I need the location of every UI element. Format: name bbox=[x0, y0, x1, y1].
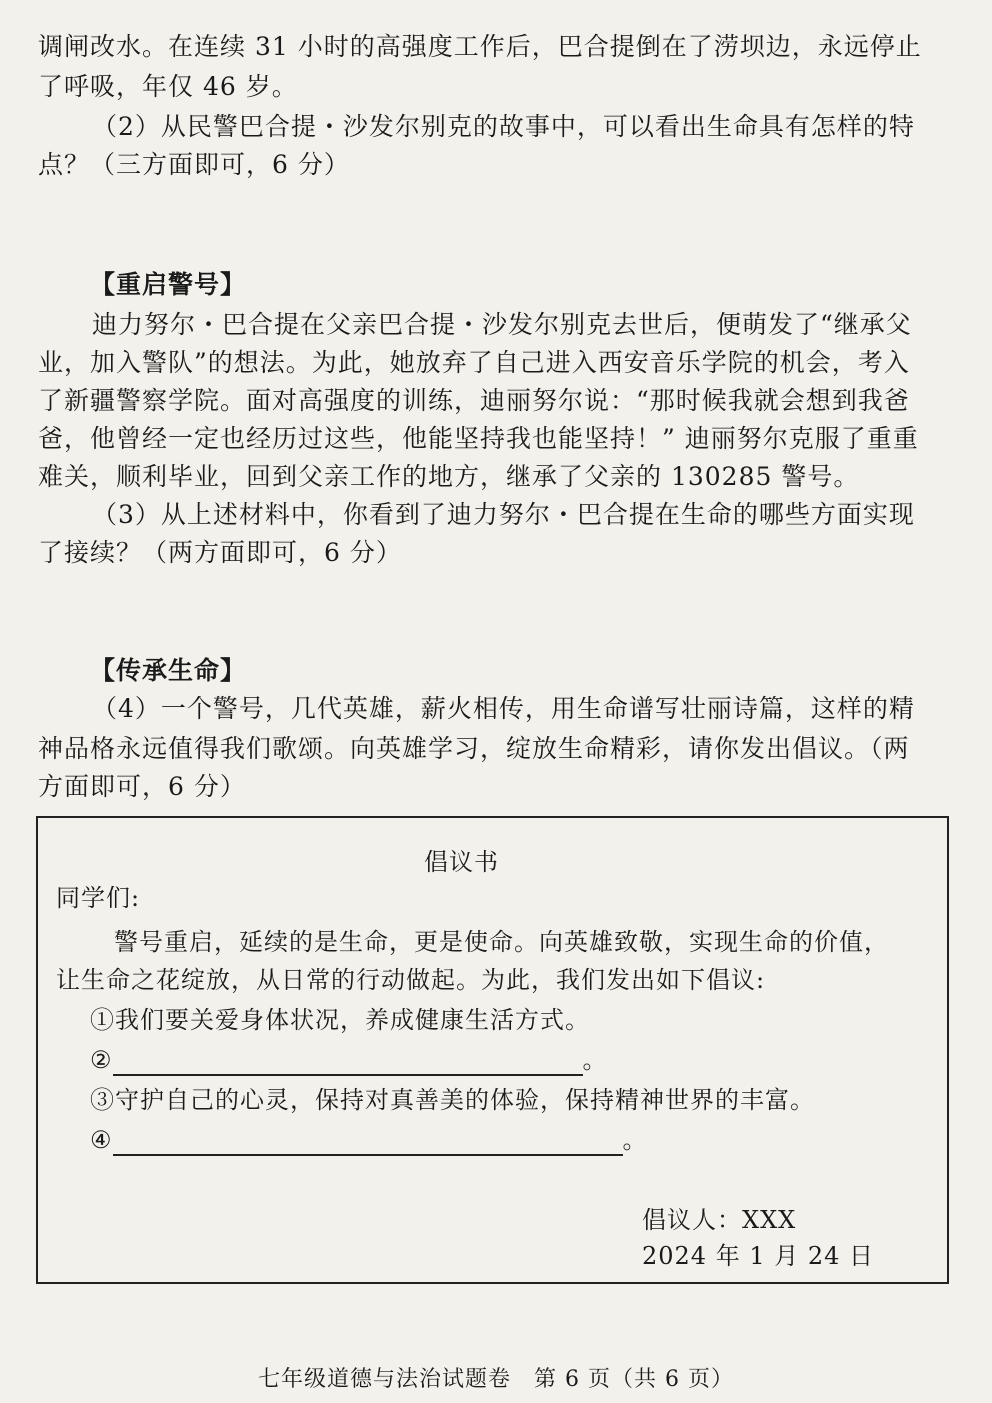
question-3-line-2: 了接续？（两方面即可，6 分） bbox=[38, 538, 402, 567]
question-4-line-3: 方面即可，6 分） bbox=[38, 772, 246, 801]
answer-blank-2[interactable] bbox=[113, 1048, 583, 1076]
material-line-2: 业，加入警队”的想法。为此，她放弃了自己进入西安音乐学院的机会，考入 bbox=[38, 348, 910, 377]
proposal-greeting: 同学们: bbox=[56, 884, 141, 912]
question-4-line-2: 神品格永远值得我们歌颂。向英雄学习，绽放生命精彩，请你发出倡议。（两 bbox=[38, 734, 910, 763]
item-2-number: ② bbox=[90, 1046, 113, 1074]
material-line-3: 了新疆警察学院。面对高强度的训练，迪丽努尔说：“那时候我就会想到我爸 bbox=[38, 386, 910, 415]
proposal-signer: 倡议人：XXX bbox=[642, 1206, 797, 1234]
page-footer: 七年级道德与法治试题卷 第 6 页（共 6 页） bbox=[258, 1367, 734, 1392]
proposal-title: 倡议书 bbox=[424, 848, 499, 876]
item-4-end: 。 bbox=[622, 1126, 648, 1154]
material-line-1: 迪力努尔・巴合提在父亲巴合提・沙发尔别克去世后，便萌发了“继承父 bbox=[92, 310, 912, 339]
proposal-item-3: ③守护自己的心灵，保持对真善美的体验，保持精神世界的丰富。 bbox=[90, 1086, 815, 1114]
proposal-body-line-2: 让生命之花绽放，从日常的行动做起。为此，我们发出如下倡议: bbox=[56, 966, 766, 994]
material-line-4: 爸，他曾经一定也经历过这些，他能坚持我也能坚持！” 迪丽努尔克服了重重 bbox=[38, 424, 919, 453]
proposal-item-4 bbox=[90, 1124, 648, 1156]
proposal-item-2 bbox=[90, 1044, 608, 1076]
proposal-date: 2024 年 1 月 24 日 bbox=[642, 1242, 875, 1270]
section-heading-chongqi: 【重启警号】 bbox=[90, 270, 247, 299]
section-heading-chuancheng: 【传承生命】 bbox=[90, 656, 247, 685]
question-4-line-1: （4）一个警号，几代英雄，薪火相传，用生命谱写壮丽诗篇，这样的精 bbox=[92, 694, 915, 723]
item-4-number: ④ bbox=[90, 1126, 113, 1154]
question-2-line-1: （2）从民警巴合提・沙发尔别克的故事中，可以看出生命具有怎样的特 bbox=[92, 112, 915, 141]
material-line-5: 难关，顺利毕业，回到父亲工作的地方，继承了父亲的 130285 警号。 bbox=[38, 462, 860, 491]
intro-line-2: 了呼吸，年仅 46 岁。 bbox=[38, 72, 298, 101]
answer-blank-4[interactable] bbox=[113, 1128, 623, 1156]
question-2-line-2: 点？（三方面即可，6 分） bbox=[38, 150, 350, 179]
intro-line-1: 调闸改水。在连续 31 小时的高强度工作后，巴合提倒在了涝坝边，永远停止 bbox=[38, 32, 922, 61]
proposal-box bbox=[36, 816, 949, 1284]
question-3-line-1: （3）从上述材料中，你看到了迪力努尔・巴合提在生命的哪些方面实现 bbox=[92, 500, 915, 529]
item-2-end: 。 bbox=[582, 1046, 608, 1074]
proposal-item-1: ①我们要关爱身体状况，养成健康生活方式。 bbox=[90, 1006, 590, 1034]
proposal-body-line-1: 警号重启，延续的是生命，更是使命。向英雄致敬，实现生命的价值， bbox=[114, 928, 889, 956]
